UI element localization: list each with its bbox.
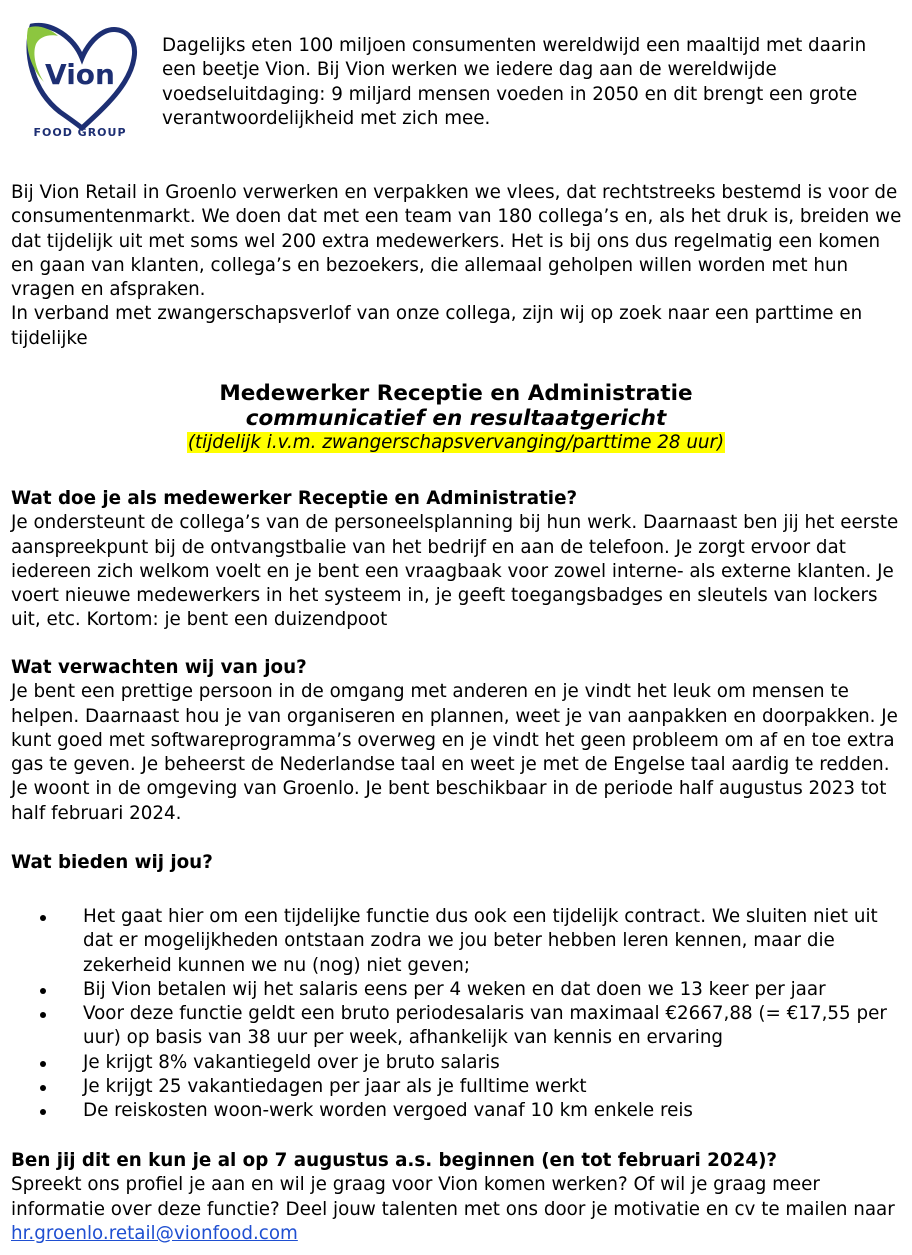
intro-paragraph: Dagelijks eten 100 miljoen consumenten wereldwijd een maaltijd met daarin een beetje Vion. Bij Vion werken we iedere dag aan de wereldwijde voedseluitdaging: 9 miljard mensen voeden in 2050 en dit brengt een grote verantwoordelijkheid met zich mee. (162, 35, 867, 129)
vion-logo-icon (22, 18, 140, 142)
job-subtitle: communicatief en resultaatgericht (245, 406, 667, 431)
job-title: Medewerker Receptie en Administratie (219, 381, 693, 406)
vacancy-intro: In verband met zwangerschapsverlof van onze collega, zijn wij op zoek naar een parttime en tijdelijke (11, 303, 863, 349)
bullet-icon (40, 1085, 46, 1091)
apply-paragraph (11, 1173, 906, 1246)
company-section (11, 181, 906, 351)
list-item: Het gaat hier om een tijdelijke functie dus ook een tijdelijk contract. We sluiten niet uit dat er mogelijkheden ontstaan zodra we jou beter hebben leren kennen, maar die zekerheid kunnen we nu (nog) niet geven; (40, 905, 906, 978)
apply-body: Spreekt ons profiel je aan en wil je graag voor Vion komen werken? Of wil je graag meer informatie over deze functie? Deel jouw talenten met ons door je motivatie en cv te mailen naar (11, 1174, 895, 1220)
job-note-highlight: (tijdelijk i.v.m. zwangerschapsvervanging/parttime 28 uur) (187, 432, 725, 453)
bullet-icon (40, 988, 46, 994)
list-item: Voor deze functie geldt een bruto periodesalaris van maximaal €2667,88 (= €17,55 per uur) op basis van 38 uur per week, afhankelijk van kennis en ervaring (40, 1002, 906, 1051)
list-item: Bij Vion betalen wij het salaris eens per 4 weken en dat doen we 13 keer per jaar (40, 978, 906, 1002)
email-link[interactable]: hr.groenlo.retail@vionfood.com (11, 1222, 298, 1244)
tasks-section (11, 487, 906, 633)
tasks-heading: Wat doe je als medewerker Receptie en Administratie? (11, 488, 578, 509)
list-item: De reiskosten woon-werk worden vergoed vanaf 10 km enkele reis (40, 1099, 906, 1123)
list-item: Je krijgt 25 vakantiedagen per jaar als je fulltime werkt (40, 1075, 906, 1099)
expect-section (11, 656, 906, 826)
logo-tagline: FOOD GROUP (33, 126, 127, 139)
job-title-block (0, 381, 912, 454)
logo-brand: Vion (45, 58, 115, 91)
bullet-icon (40, 1061, 46, 1067)
expect-body: Je bent een prettige persoon in de omgang met anderen en je vindt het leuk om mensen te helpen. Daarnaast hou je van organiseren en plannen, weet je van aanpakken en doorpakken. Je kunt goed met softwareprogramma’s overweg en je vindt het geen probleem om af en toe extra gas te geven. Je beheerst de Nederlandse taal en weet je met de Engelse taal aardig te redden. Je woont in de omgeving van Groenlo. Je bent beschikbaar in de periode half augustus 2023 tot half februari 2024. (11, 681, 898, 824)
offer-section (11, 851, 906, 875)
bullet-icon (40, 1012, 46, 1018)
offer-heading: Wat bieden wij jou? (11, 852, 213, 873)
company-paragraph: Bij Vion Retail in Groenlo verwerken en verpakken we vlees, dat rechtstreeks bestemd is voor de consumentenmarkt. We doen dat met een team van 180 collega’s en, als het druk is, breiden we dat tijdelijk uit met soms wel 200 extra medewerkers. Het is bij ons dus regelmatig een komen en gaan van klanten, collega’s en bezoekers, die allemaal geholpen willen worden met hun vragen en afspraken. (11, 182, 902, 301)
offer-list (40, 905, 906, 1124)
tasks-body: Je ondersteunt de collega’s van de personeelsplanning bij hun werk. Daarnaast ben jij het eerste aanspreekpunt bij de ontvangstbalie van het bedrijf en aan de telefoon. Je zorgt ervoor dat iedereen zich welkom voelt en je bent een vraagbaak voor zowel interne- als externe klanten. Je voert nieuwe medewerkers in het systeem in, je geeft toegangsbadges en sleutels van lockers uit, etc. Kortom: je bent een duizendpoot (11, 512, 899, 631)
vion-logo (22, 18, 140, 142)
list-item: Je krijgt 8% vakantiegeld over je bruto salaris (40, 1051, 906, 1075)
apply-section (11, 1149, 906, 1246)
expect-heading: Wat verwachten wij van jou? (11, 657, 307, 678)
bullet-icon (40, 915, 46, 921)
bullet-icon (40, 1109, 46, 1115)
apply-heading: Ben jij dit en kun je al op 7 augustus a.s. beginnen (en tot februari 2024)? (11, 1150, 778, 1171)
